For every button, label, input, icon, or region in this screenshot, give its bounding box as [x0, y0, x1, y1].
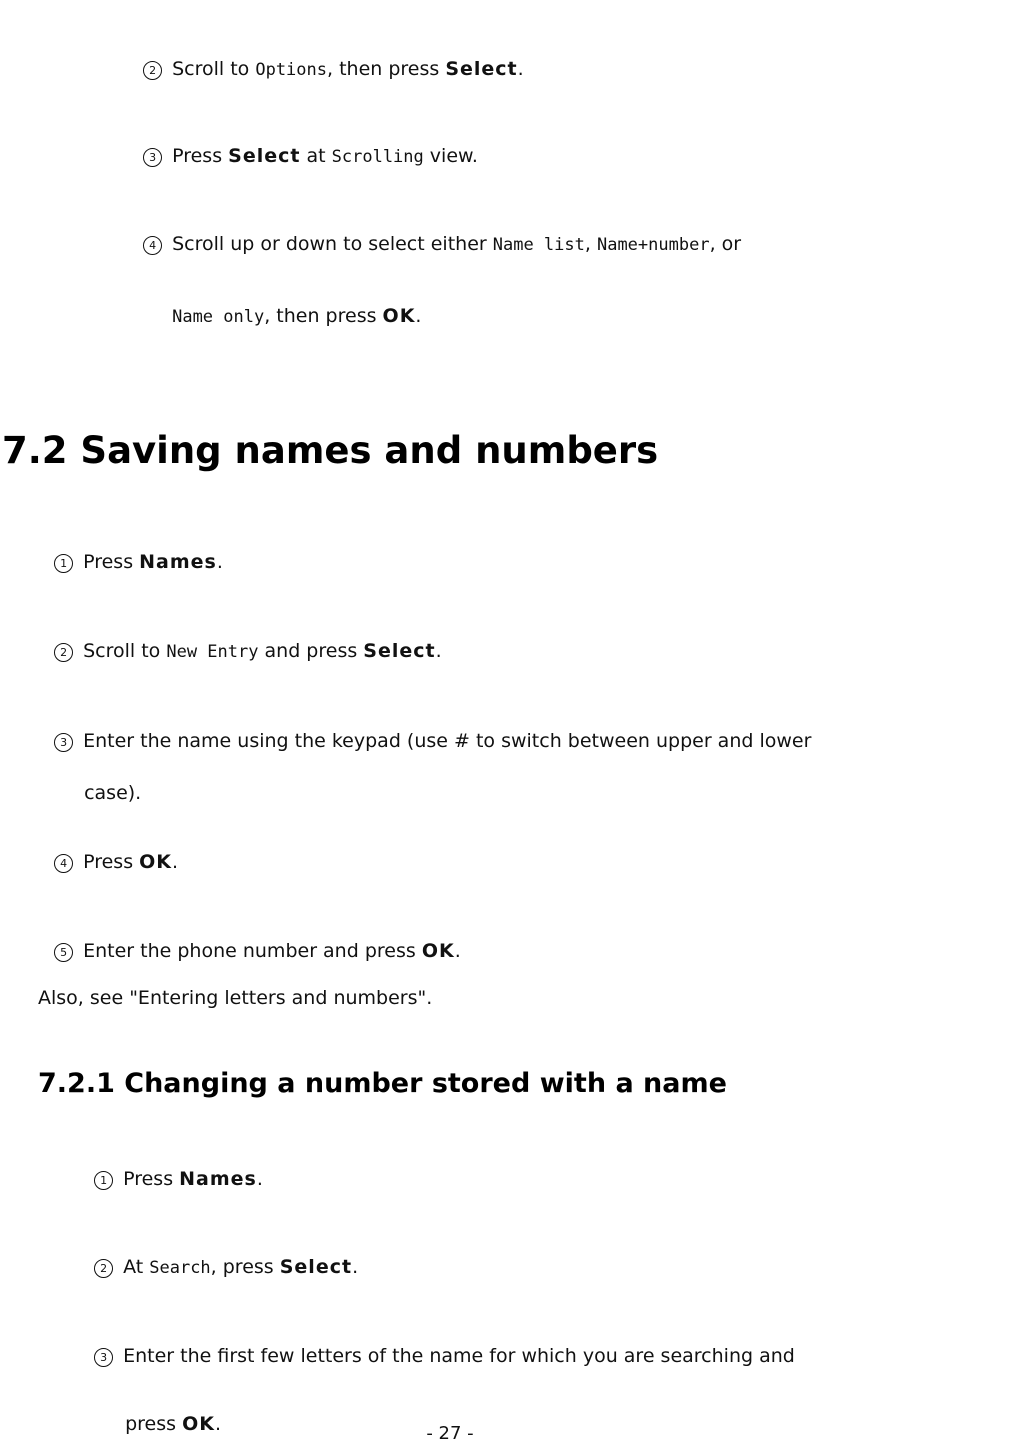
step-number-2: 2: [94, 1259, 113, 1278]
step-number-3: 3: [94, 1348, 113, 1367]
step-press-names: [42, 526, 223, 574]
step-text: , press: [210, 1256, 280, 1278]
step-scroll-new-entry: [42, 615, 442, 664]
step-scroll-options: [131, 33, 524, 82]
key-name: OK: [421, 940, 455, 962]
step-text: .: [454, 940, 461, 962]
step-number-4: 4: [54, 854, 73, 873]
step-text: , then press: [264, 305, 383, 327]
step-number-4: 4: [143, 236, 162, 255]
key-name: OK: [139, 851, 173, 873]
step-text: Press: [83, 551, 140, 573]
step-text: and press: [258, 640, 364, 662]
step-text: .: [214, 1413, 221, 1435]
step-text: , then press: [327, 58, 446, 80]
step-enter-letters: [82, 1320, 795, 1368]
step-text: ,: [584, 233, 597, 255]
step-text: .: [415, 305, 422, 327]
subsection-heading: 7.2.1 Changing a number stored with a name: [38, 1068, 727, 1099]
key-name: Names: [179, 1168, 257, 1190]
page-number: - 27 -: [426, 1423, 474, 1444]
menu-option-code: Options: [255, 60, 327, 80]
step-number-3: 3: [54, 733, 73, 752]
key-name: OK: [382, 305, 416, 327]
step-enter-number: [42, 915, 461, 963]
menu-option-code: Scrolling: [331, 147, 424, 167]
step-number-2: 2: [143, 61, 162, 80]
step-text: Scroll up or down to select either: [172, 233, 493, 255]
step-text: Press: [123, 1168, 180, 1190]
step-text: Enter the phone number and press: [83, 940, 422, 962]
step-number-2: 2: [54, 643, 73, 662]
step-number-1: 1: [54, 554, 73, 573]
step-text: .: [256, 1168, 263, 1190]
menu-option-code: Search: [149, 1258, 211, 1278]
key-name: Select: [279, 1256, 353, 1278]
key-name: Names: [139, 551, 217, 573]
step-text: , or: [709, 233, 742, 255]
menu-option-code: Name list: [492, 235, 585, 255]
key-name: Select: [445, 58, 518, 80]
menu-option-code: New Entry: [166, 642, 259, 662]
step-text: Press: [172, 145, 229, 167]
step-text: .: [435, 640, 442, 662]
key-name: Select: [363, 640, 436, 662]
cross-reference-note: Also, see "Entering letters and numbers".: [38, 987, 433, 1009]
step-text: view.: [423, 145, 478, 167]
step-text: at: [300, 145, 332, 167]
step-number-1: 1: [94, 1171, 113, 1190]
step-number-5: 5: [54, 943, 73, 962]
step-text: .: [352, 1256, 359, 1278]
step-text: .: [216, 551, 223, 573]
step-text: .: [172, 851, 179, 873]
step-enter-name: [42, 705, 811, 753]
key-name: Select: [228, 145, 301, 167]
step-text: Press: [83, 851, 140, 873]
step-scroll-select-view-cont: [160, 280, 421, 329]
step-number-3: 3: [143, 148, 162, 167]
step-press-ok: [42, 826, 178, 874]
step-text: Scroll to: [83, 640, 167, 662]
step-enter-name-cont: [72, 757, 141, 805]
step-press-select-scrolling: [131, 120, 478, 169]
step-text: At: [123, 1256, 150, 1278]
step-text: Scroll to: [172, 58, 256, 80]
menu-option-code: Name only: [172, 307, 265, 327]
step-text: Enter the first few letters of the name for which you are searching and: [123, 1345, 795, 1367]
step-at-search: [82, 1231, 358, 1280]
step-text: Enter the name using the keypad (use # to switch between upper and lower: [83, 730, 812, 752]
step-text: press: [125, 1413, 183, 1435]
menu-option-code: Name+number: [596, 235, 710, 255]
step-press-names-2: [82, 1143, 263, 1191]
key-name: OK: [182, 1413, 215, 1435]
step-text: .: [517, 58, 524, 80]
step-text: case).: [84, 782, 142, 804]
section-heading: 7.2 Saving names and numbers: [2, 429, 659, 472]
step-scroll-select-view: [131, 208, 741, 257]
